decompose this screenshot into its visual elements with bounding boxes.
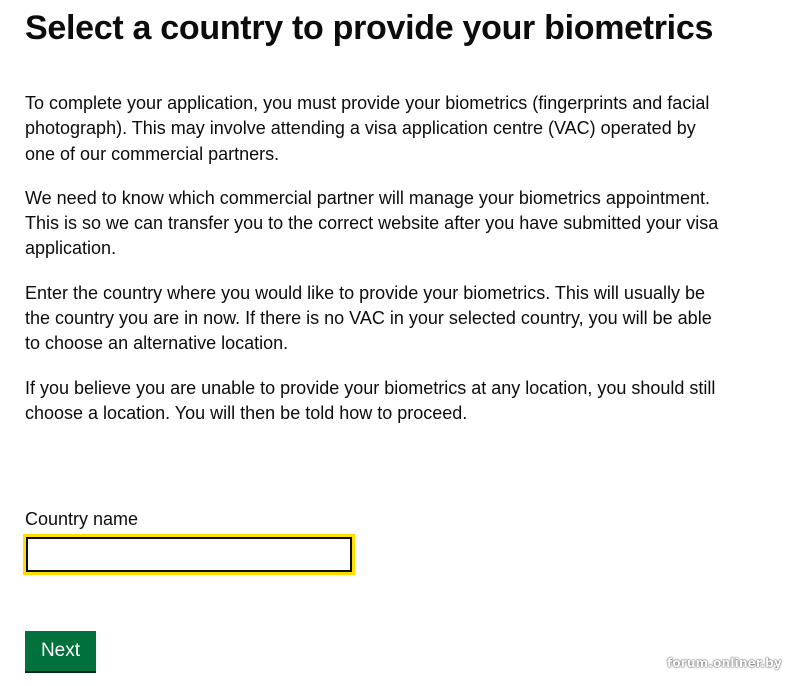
country-name-label: Country name: [25, 509, 139, 529]
instruction-paragraph-4: If you believe you are unable to provide your biometrics at any location, you should still choose a location. You will then be told how to proceed.: [25, 377, 716, 423]
country-name-input[interactable]: [26, 537, 352, 572]
instruction-paragraph-2: We need to know which commercial partner will manage your biometrics appointment. This is so we can transfer you to the correct website after you have submitted your visa application.: [25, 187, 719, 259]
country-field: [25, 507, 352, 572]
page-title: Select a country to provide your biometrics: [25, 9, 714, 47]
instruction-paragraph-3: Enter the country where you would like to provide your biometrics. This will usually be the country you are in now. If there is no VAC in your selected country, you will be able to choose an alternative location.: [25, 282, 712, 354]
watermark-text: forum.onliner.by: [666, 656, 782, 670]
page-container: [25, 0, 725, 661]
instruction-paragraph-1: To complete your application, you must provide your biometrics (fingerprints and facial photograph). This may involve attending a visa application centre (VAC) operated by one of our commercial partners.: [25, 93, 710, 164]
instructions: [25, 91, 725, 426]
next-button[interactable]: Next: [25, 631, 96, 671]
